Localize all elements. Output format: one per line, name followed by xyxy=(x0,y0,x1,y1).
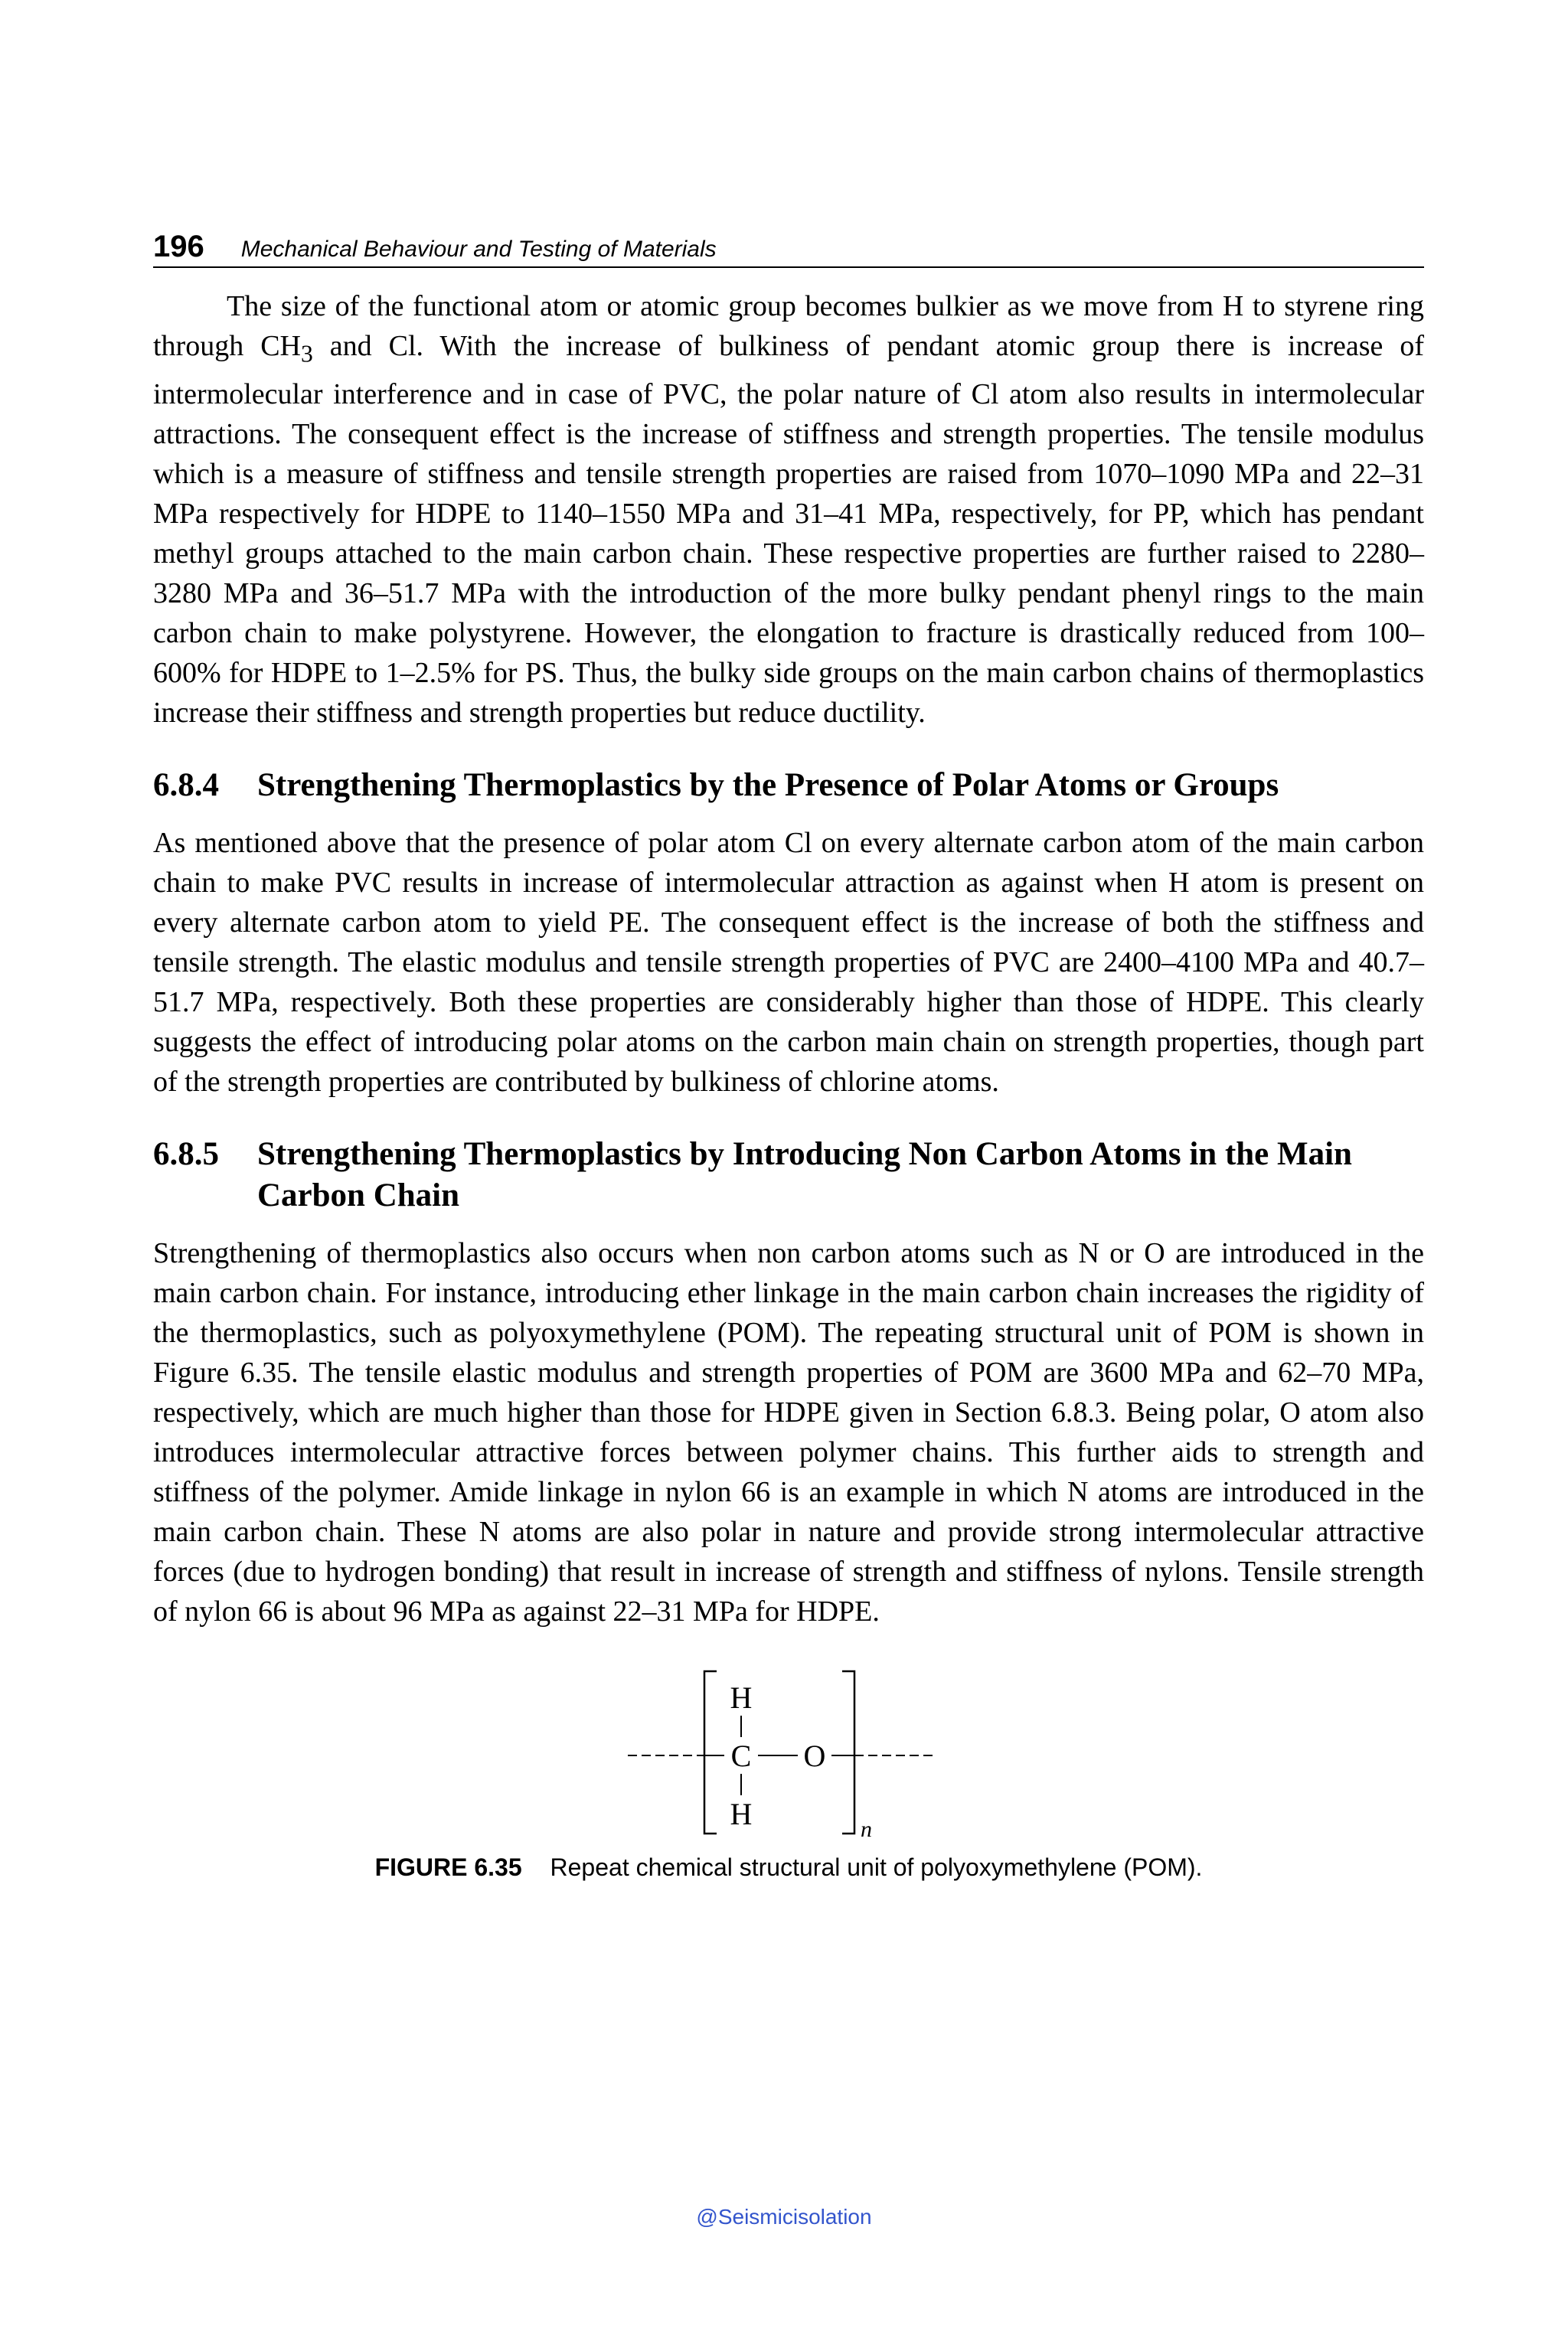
pom-structure-diagram xyxy=(628,1661,949,1841)
book-title: Mechanical Behaviour and Testing of Materials xyxy=(240,237,717,262)
page-number: 196 xyxy=(153,230,204,263)
intro-subscript: 3 xyxy=(300,340,313,367)
atom-h-top: H xyxy=(730,1680,753,1715)
intro-text-part2: and Cl. With the increase of bulkiness of pendant atomic group there is increase of intermolecular interference and in case of PVC, the polar nature of Cl atom also results in intermolecular attractions. The consequent effect is the increase of stiffness and strength properties. The tensile modulus which is a measure of stiffness and tensile strength properties are raised from 1070–1090 MPa and 22–31 MPa respectively for HDPE to 1140–1550 MPa and 31–41 MPa, respectively, for PP, which has pendant methyl groups attached to the main carbon chain. These respective properties are further raised to 2280–3280 MPa and 36–51.7 MPa with the introduction of the more bulky pendant phenyl rings to the main carbon chain to make polystyrene. However, the elongation to fracture is drastically reduced from 100–600% for HDPE to 1–2.5% for PS. Thus, the bulky side groups on the main carbon chains of thermoplastics increase their stiffness and strength properties but reduce ductility. xyxy=(153,330,1425,729)
watermark: @Seismicisolation xyxy=(696,2205,872,2229)
section-heading-6-8-4 xyxy=(153,765,1424,806)
section-6-8-5-paragraph: Strengthening of thermoplastics also occurs when non carbon atoms such as N or O are introduced in the main carbon chain. For instance, introducing ether linkage in the main carbon chain increases the rigidity of the thermoplastics, such as polyoxymethylene (POM). The repeating structural unit of POM is shown in Figure 6.35. The tensile elastic modulus and strength properties of POM are 3600 MPa and 62–70 MPa, respectively, which are much higher than those for HDPE given in Section 6.8.3. Being polar, O atom also introduces intermolecular attractive forces between polymer chains. This further aids to strength and stiffness of the polymer. Amide linkage in nylon 66 is an example in which N atoms are introduced in the main carbon chain. These N atoms are also polar in nature and provide strong intermolecular attractive forces (due to hydrogen bonding) that result in increase of strength and stiffness of nylons. Tensile strength of nylon 66 is about 96 MPa as against 22–31 MPa for HDPE. xyxy=(153,1236,1424,1628)
atom-carbon: C xyxy=(730,1738,752,1773)
atom-h-bottom: H xyxy=(730,1796,753,1831)
right-bracket xyxy=(842,1671,854,1834)
section-6-8-4-paragraph: As mentioned above that the presence of polar atom Cl on every alternate carbon atom of the main carbon chain to make PVC results in increase of intermolecular attraction as against when H atom is present on every alternate carbon atom to yield PE. The consequent effect is the increase of both the stiffness and tensile strength. The elastic modulus and tensile strength properties of PVC are 2400–4100 MPa and 40.7–51.7 MPa, respectively. Both these properties are considerably higher than those of HDPE. This clearly suggests the effect of introducing polar atoms on the carbon main chain on strength properties, though part of the strength properties are contributed by bulkiness of chlorine atoms. xyxy=(153,826,1424,1098)
caption-label: FIGURE 6.35 xyxy=(374,1853,522,1881)
caption-text: Repeat chemical structural unit of polyoxymethylene (POM). xyxy=(550,1853,1203,1881)
section-heading-6-8-5 xyxy=(153,1134,1424,1216)
figure-6-35 xyxy=(153,1661,1424,1841)
page xyxy=(153,230,1424,1883)
section-number: 6.8.5 xyxy=(153,1135,219,1172)
intro-text-part1: The size of the functional atom or atomic group becomes bulkier as we move from H to styrene ring through CH xyxy=(153,290,1424,362)
intro-paragraph xyxy=(153,286,1424,733)
repeat-subscript-n: n xyxy=(861,1816,872,1842)
section-title: Strengthening Thermoplastics by the Presence of Polar Atoms or Groups xyxy=(257,766,1279,803)
figure-caption xyxy=(153,1852,1424,1883)
section-number: 6.8.4 xyxy=(153,766,219,803)
running-head xyxy=(153,230,1424,268)
section-title: Strengthening Thermoplastics by Introducing Non Carbon Atoms in the Main Carbon Chain xyxy=(257,1135,1352,1213)
atom-oxygen: O xyxy=(803,1738,826,1773)
left-bracket xyxy=(704,1671,717,1834)
